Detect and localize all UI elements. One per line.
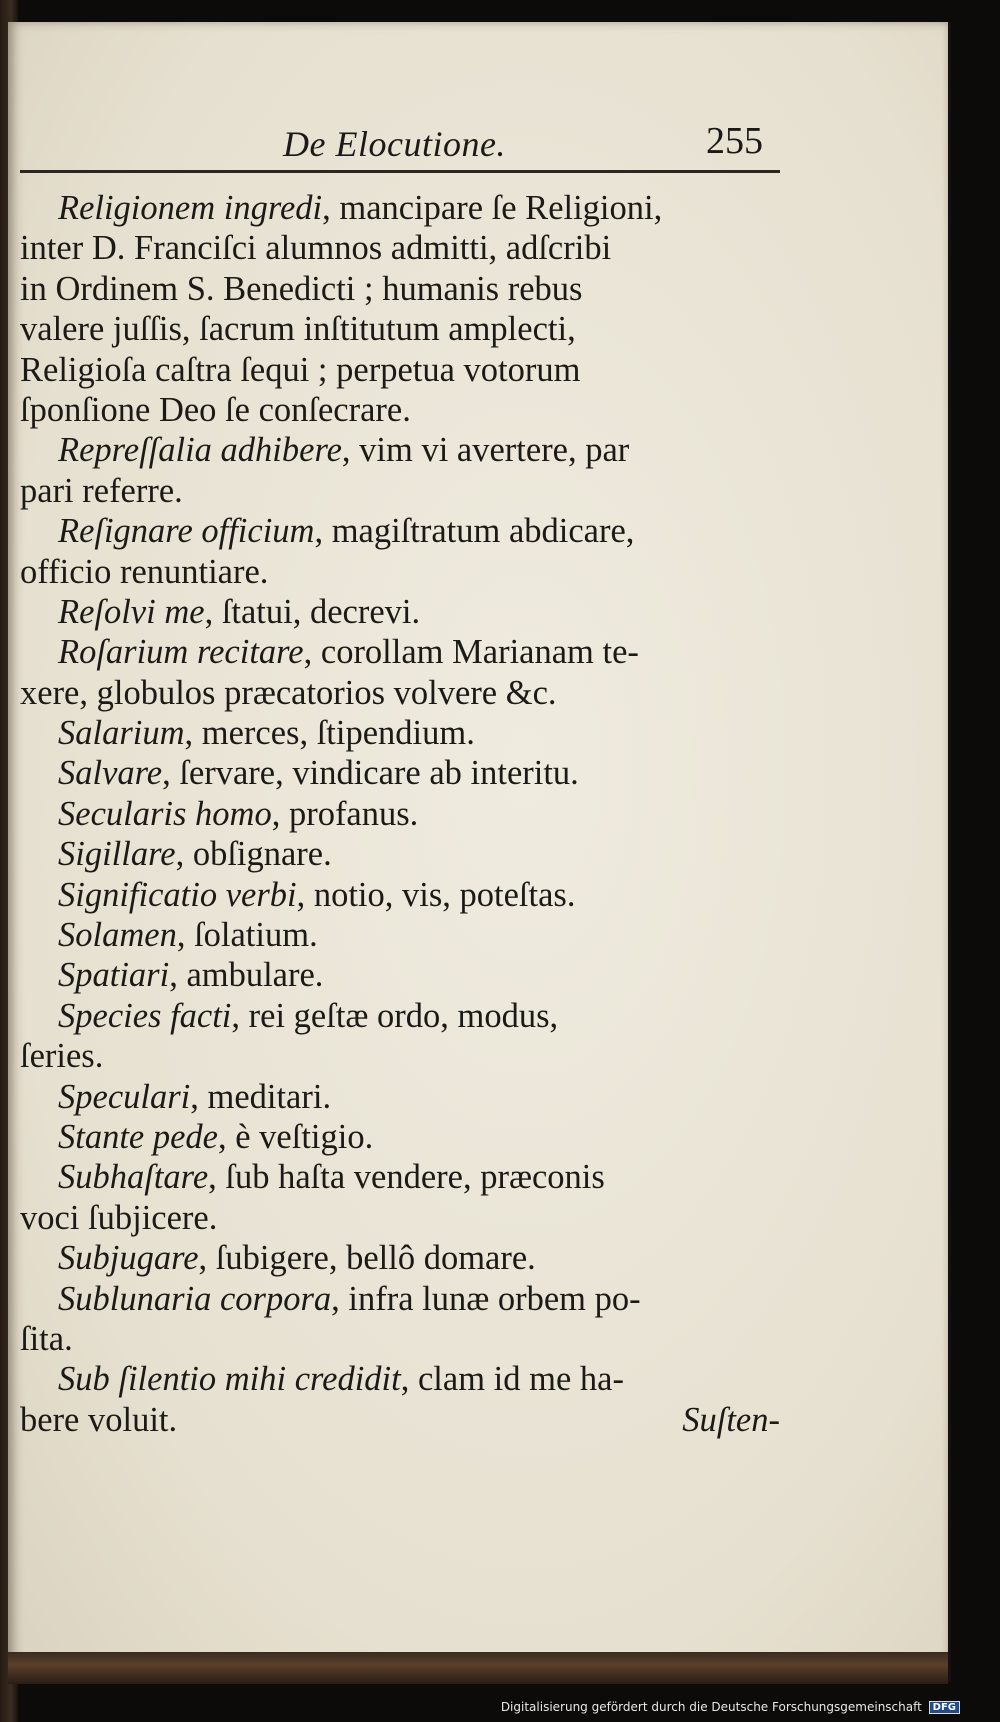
- page-bottom-edge: [8, 1652, 948, 1684]
- lemma-term: Species facti: [58, 996, 232, 1035]
- lemma-term: Salvare: [58, 754, 163, 793]
- definition-text: , ſubigere, bellô domare.: [198, 1239, 536, 1278]
- text-line: [20, 955, 780, 995]
- text-line: [20, 309, 780, 349]
- definition-text: , mancipare ſe Religioni,: [322, 189, 663, 227]
- lemma-term: Spatiari: [58, 956, 170, 995]
- definition-text: , ſtatui, decrevi.: [204, 592, 421, 631]
- definition-text: , corollam Marianam te-: [303, 633, 639, 672]
- definition-text: , rei geſtæ ordo, modus,: [231, 996, 559, 1035]
- text-line: [20, 390, 780, 430]
- definition-text: , ſervare, vindicare ab interitu.: [162, 754, 579, 793]
- definition-text: officio renuntiare.: [20, 552, 269, 591]
- text-line: [20, 1238, 780, 1278]
- lemma-term: Solamen: [58, 916, 177, 955]
- definition-text: ſita.: [20, 1319, 73, 1358]
- definition-text: Religioſa caſtra ſequi ; perpetua votorum: [20, 350, 581, 389]
- running-head: De Elocutione.: [283, 124, 506, 164]
- text-line: [20, 430, 780, 470]
- definition-text: , ſolatium.: [176, 916, 318, 955]
- text-line: [20, 996, 780, 1036]
- definition-text: , vim vi avertere, par: [341, 431, 630, 470]
- header-rule: [20, 170, 780, 173]
- book-page: [8, 22, 951, 1682]
- text-line: [20, 673, 780, 713]
- text-line: [20, 1279, 780, 1319]
- lemma-term: Roſarium recitare: [58, 633, 304, 672]
- definition-text: ſeries.: [20, 1037, 104, 1076]
- definition-text: , notio, vis, poteſtas.: [296, 875, 576, 914]
- definition-text: pari referre.: [20, 471, 183, 510]
- lemma-term: Repreſſalia adhibere: [58, 431, 342, 470]
- lemma-term: Speculari: [58, 1077, 191, 1116]
- text-line: [20, 471, 780, 511]
- credit-text: Digitalisierung gefördert durch die Deutsche Forschungsgemeinschaft: [500, 1700, 922, 1714]
- lemma-term: Sub ſilentio mihi credidit: [58, 1360, 401, 1399]
- page-number: 255: [706, 120, 763, 162]
- body-text: [20, 188, 780, 1440]
- lemma-term: Stante pede: [58, 1117, 218, 1156]
- text-line: [20, 794, 780, 834]
- text-line: [20, 552, 780, 592]
- lemma-term: Salarium: [58, 714, 185, 753]
- definition-text: , è veſtigio.: [217, 1117, 374, 1156]
- text-line: [20, 713, 780, 753]
- definition-text: , infra lunæ orbem po-: [331, 1279, 641, 1318]
- dfg-logo-icon: DFG: [929, 1701, 960, 1714]
- definition-text: , profanus.: [271, 794, 419, 833]
- lemma-term: Sigillare: [58, 835, 176, 874]
- lemma-term: Significatio verbi: [58, 875, 297, 914]
- text-line: [20, 1198, 780, 1238]
- text-line: [20, 1400, 780, 1440]
- text-line: [20, 1157, 780, 1197]
- definition-text: , merces, ſtipendium.: [184, 714, 475, 753]
- definition-text: valere juſſis, ſacrum inſtitutum amplecti,: [20, 310, 576, 349]
- text-line: [20, 1359, 780, 1399]
- definition-text: voci ſubjicere.: [20, 1198, 218, 1237]
- definition-text: xere, globulos præcatorios volvere &c.: [20, 673, 557, 712]
- page-header: [8, 117, 948, 167]
- text-line: [20, 632, 780, 672]
- definition-text: inter D. Franciſci alumnos admitti, adſcribi: [20, 229, 612, 268]
- definition-text: , ambulare.: [169, 956, 324, 995]
- definition-text: in Ordinem S. Benedicti ; humanis rebus: [20, 269, 583, 308]
- text-line: [20, 1036, 780, 1076]
- text-line: [20, 1077, 780, 1117]
- lemma-term: Secularis homo: [58, 794, 272, 833]
- definition-text: , magiſtratum abdicare,: [314, 512, 635, 551]
- text-line: [20, 592, 780, 632]
- text-line: [20, 1117, 780, 1157]
- text-line: [20, 1319, 780, 1359]
- definition-text: bere voluit.: [20, 1400, 178, 1439]
- text-line: [20, 228, 780, 268]
- text-line: [20, 511, 780, 551]
- digitization-credit: [501, 1700, 960, 1714]
- definition-text: , obſignare.: [175, 835, 332, 874]
- text-line: [20, 753, 780, 793]
- text-line: [20, 875, 780, 915]
- text-line: [20, 188, 780, 228]
- lemma-term: Reſignare officium: [58, 512, 315, 551]
- definition-text: , meditari.: [190, 1077, 332, 1116]
- lemma-term: Sublunaria corpora: [58, 1279, 332, 1318]
- lemma-term: Reſolvi me: [58, 592, 205, 631]
- text-line: [20, 350, 780, 390]
- definition-text: ſponſione Deo ſe conſecrare.: [20, 390, 411, 429]
- definition-text: , ſub haſta vendere, præconis: [208, 1158, 605, 1197]
- lemma-term: Religionem ingredi: [58, 189, 323, 227]
- text-line: [20, 269, 780, 309]
- text-line: [20, 834, 780, 874]
- lemma-term: Subjugare: [58, 1239, 199, 1278]
- definition-text: , clam id me ha-: [400, 1360, 624, 1399]
- catchword: Suſten-: [682, 1400, 780, 1439]
- text-line: [20, 915, 780, 955]
- lemma-term: Subhaſtare: [58, 1158, 209, 1197]
